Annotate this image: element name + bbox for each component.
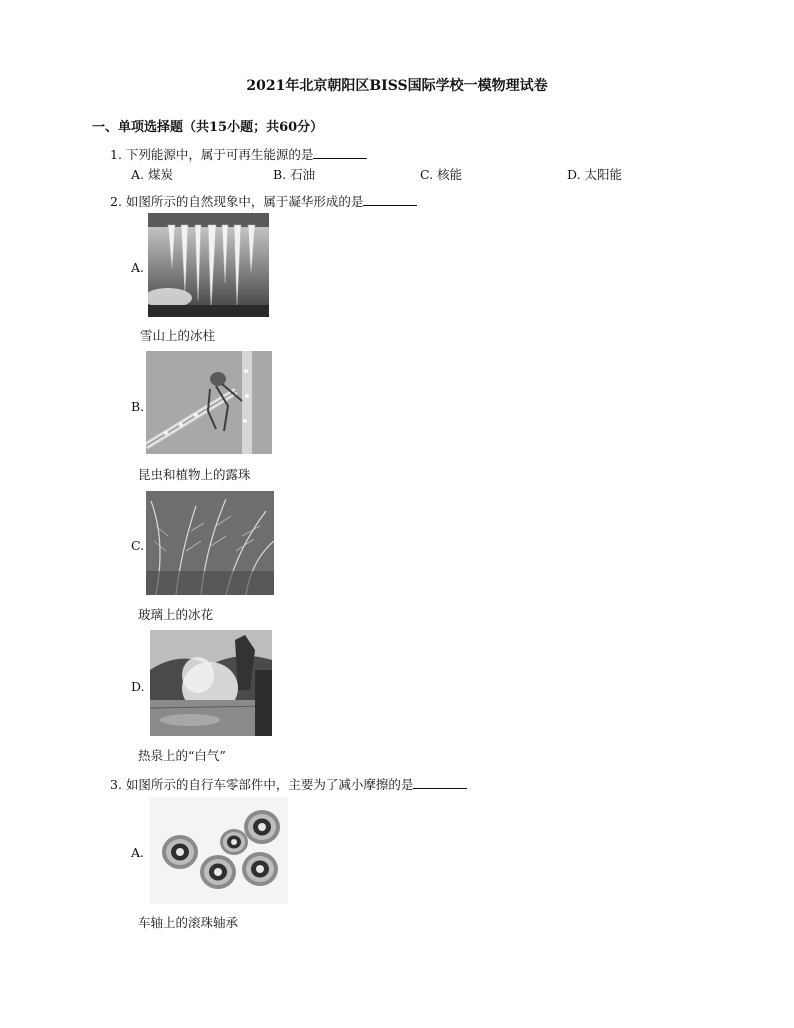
question-2-option-c-caption: 玻璃上的冰花 [138,607,214,622]
question-2-option-d-letter: D. [131,679,145,694]
question-1-stem [110,145,367,163]
question-2-option-d-caption: 热泉上的“白气” [138,748,226,763]
ball-bearings-photo [150,797,288,904]
question-3-option-a-letter: A. [131,845,145,860]
section-heading: 一、单项选择题（共15小题；共60分） [92,120,324,135]
hot-spring-steam-photo [150,630,272,736]
question-1-option-d: D. 太阳能 [567,167,623,182]
question-1-option-a: A. 煤炭 [131,167,173,182]
answer-blank [363,194,417,206]
frost-flowers-photo [146,491,274,595]
icicles-photo [148,213,269,317]
question-2-text: 2. 如图所示的自然现象中，属于凝华形成的是 [110,194,364,209]
question-2-option-b-letter: B. [131,399,145,414]
page-title: 2021年北京朝阳区BISS国际学校一模物理试卷 [246,78,548,94]
question-2-option-a-caption: 雪山上的冰柱 [140,328,216,343]
question-1-option-c: C. 核能 [420,167,463,182]
question-1-option-b: B. 石油 [273,167,316,182]
dewdrops-insect-photo [146,351,272,454]
question-3-option-a-caption: 车轴上的滚珠轴承 [138,915,239,930]
question-2-option-b-caption: 昆虫和植物上的露珠 [138,467,251,482]
question-2-option-c-letter: C. [131,538,145,553]
question-3-text: 3. 如图所示的自行车零部件中，主要为了减小摩擦的是 [110,777,414,792]
answer-blank [413,777,467,789]
answer-blank [313,147,367,159]
question-1-text: 1. 下列能源中，属于可再生能源的是 [110,147,314,162]
question-2-option-a-letter: A. [131,260,145,275]
question-3-stem [110,775,467,793]
question-2-stem [110,192,417,210]
